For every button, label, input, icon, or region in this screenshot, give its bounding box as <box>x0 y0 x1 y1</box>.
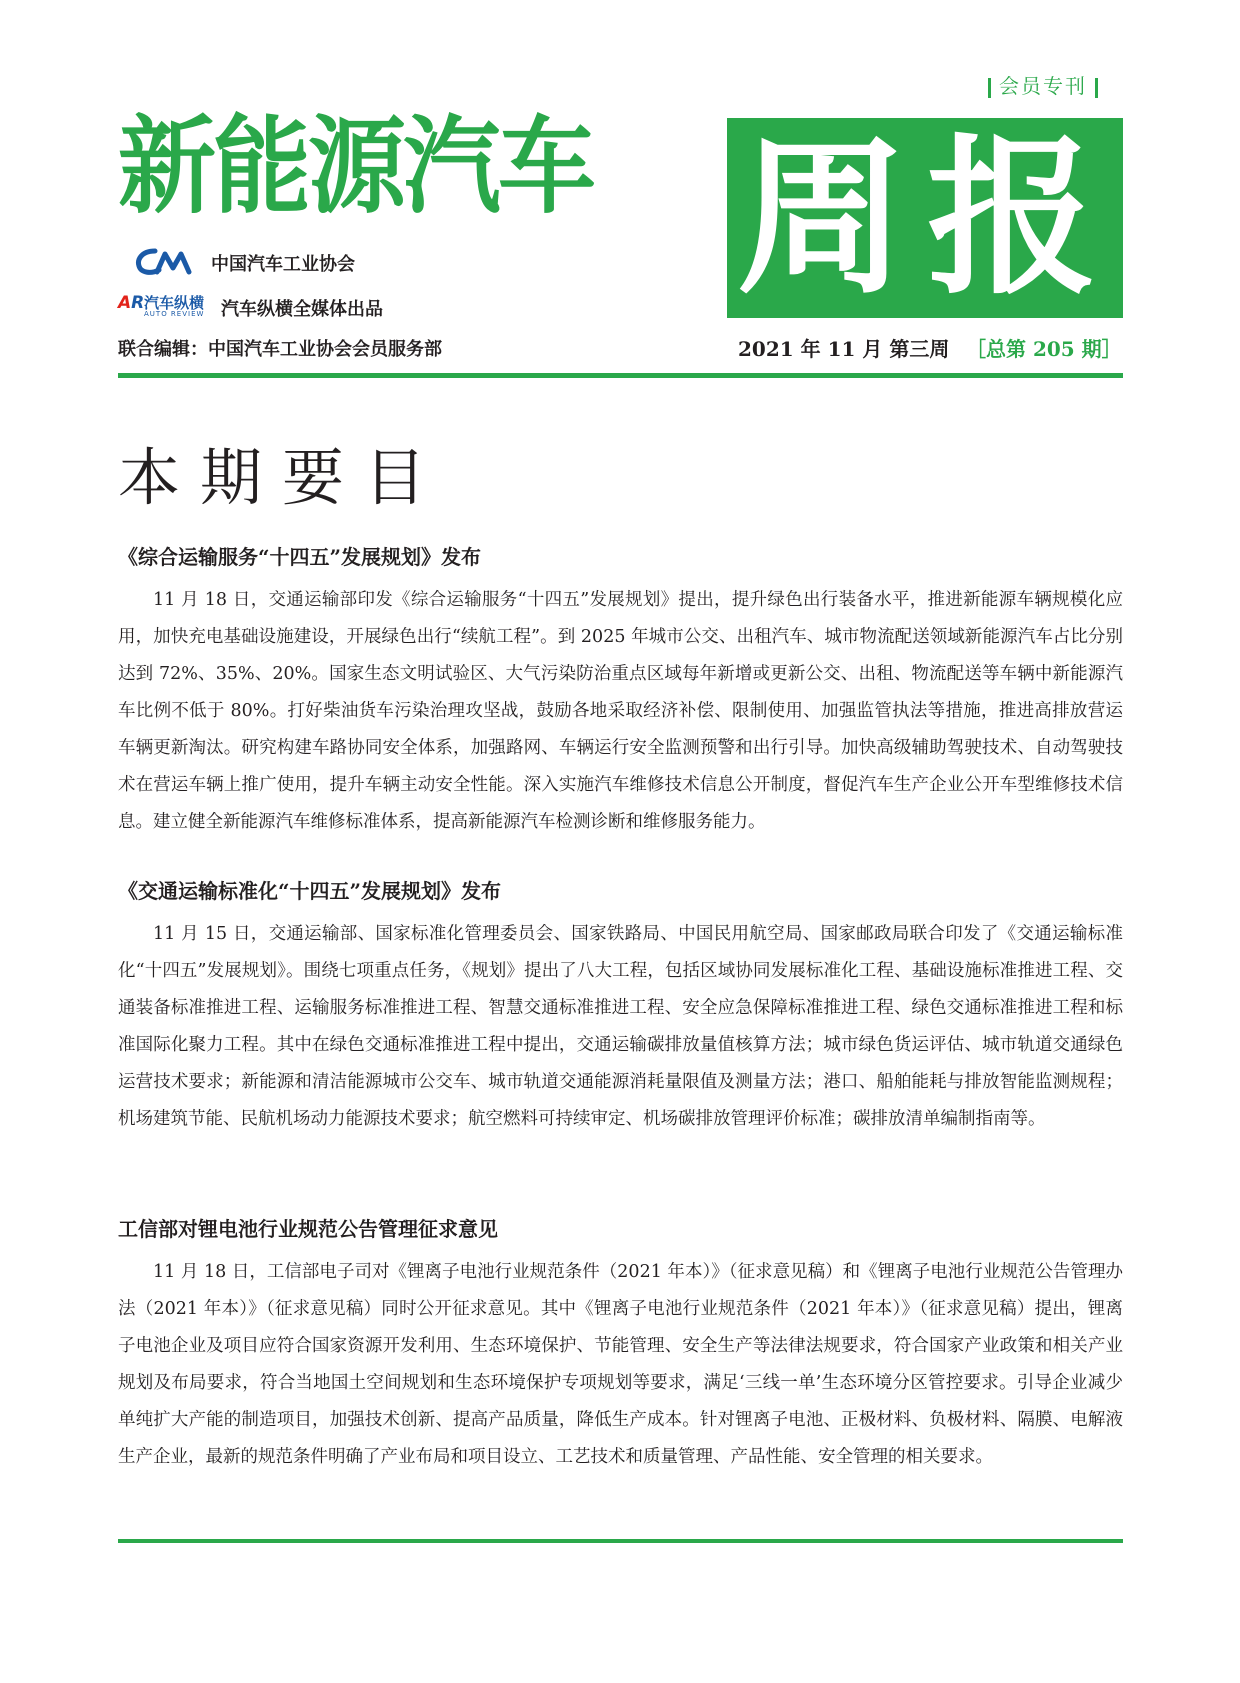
issue-date: 2021 年 11 月 第三周 <box>738 337 950 361</box>
article-3-body: 11 月 18 日，工信部电子司对《锂离子电池行业规范条件（2021 年本）》（征求意见稿）和《锂离子电池行业规范公告管理办法（2021 年本）》（征求意见稿）同时公开征求意见。其中《锂离子电池行业规范条件（2021 年本）》（征求意见稿）提出，锂离子电池企业及项目应符合国家资源开发利用、生态环境保护、节能管理、安全生产等法律法规要求，符合国家产业政策和相关产业规划及布局要求，符合当地国土空间规划和生态环境保护专项规划等要求，满足‘三线一单’生态环境分区管控要求。引导企业减少单纯扩大产能的制造项目，加强技术创新、提高产品质量，降低生产成本。针对锂离子电池、正极材料、负极材料、隔膜、电解液生产企业，最新的规范条件明确了产业布局和项目设立、工艺技术和质量管理、产品性能、安全管理的相关要求。 <box>118 1262 1123 1467</box>
auto-review-logo-cn: 汽车纵横 <box>144 294 205 312</box>
article-1 <box>118 544 1123 841</box>
org-caam: 中国汽车工业协会 <box>211 254 355 275</box>
article-2-body: 11 月 15 日，交通运输部、国家标准化管理委员会、国家铁路局、中国民用航空局、国家邮政局联合印发了《交通运输标准化“十四五”发展规划》。围绕七项重点任务，《规划》提出了八大工程，包括区域协同发展标准化工程、基础设施标准推进工程、交通装备标准推进工程、运输服务标准推进工程、智慧交通标准推进工程、安全应急保障标准推进工程、绿色交通标准推进工程和标准国际化聚力工程。其中在绿色交通标准推进工程中提出，交通运输碳排放量值核算方法；城市绿色货运评估、城市轨道交通绿色运营技术要求；新能源和清洁能源城市公交车、城市轨道交通能源消耗量限值及测量方法；港口、船舶能耗与排放智能监测规程；机场建筑节能、民航机场动力能源技术要求；航空燃料可持续审定、机场碳排放管理评价标准；碳排放清单编制指南等。 <box>118 924 1123 1129</box>
tag-divider-right <box>1095 78 1098 98</box>
weekly-char-zhou: 周 <box>737 120 908 318</box>
weekly-logo-block <box>727 118 1123 318</box>
auto-review-mark-icon: AR <box>118 293 145 313</box>
org-auto-review: 汽车纵横全媒体出品 <box>221 299 383 320</box>
weekly-char-bao: 报 <box>927 120 1098 318</box>
auto-review-logo-en: AUTO REVIEW <box>144 310 205 318</box>
publication-title: 新能源汽车 <box>118 105 594 229</box>
member-edition-tag <box>980 70 1106 99</box>
article-2-title: 《交通运输标准化“十四五”发展规划》发布 <box>118 879 502 903</box>
article-2 <box>118 878 1123 1138</box>
article-1-title: 《综合运输服务“十四五”发展规划》发布 <box>118 545 482 569</box>
footer-divider <box>118 1539 1123 1543</box>
article-3-title: 工信部对锂电池行业规范公告管理征求意见 <box>118 1217 498 1241</box>
member-edition-label: 会员专刊 <box>999 74 1087 98</box>
auto-review-logo <box>118 293 218 319</box>
article-3 <box>118 1216 1123 1476</box>
article-1-body: 11 月 18 日，交通运输部印发《综合运输服务“十四五”发展规划》提出，提升绿色出行装备水平，推进新能源车辆规模化应用，加快充电基础设施建设，开展绿色出行“续航工程”。到 2025 年城市公交、出租汽车、城市物流配送领域新能源汽车占比分别达到 72%、35%、20%。国家生态文明试验区、大气污染防治重点区域每年新增或更新公交、出租、物流配送等车辆中新能源汽车比例不低于 80%。打好柴油货车污染治理攻坚战，鼓励各地采取经济补偿、限制使用、加强监管执法等措施，推进高排放营运车辆更新淘汰。研究构建车路协同安全体系，加强路网、车辆运行安全监测预警和出行引导。加快高级辅助驾驶技术、自动驾驶技术在营运车辆上推广使用，提升车辆主动安全性能。深入实施汽车维修技术信息公开制度，督促汽车生产企业公开车型维修技术信息。建立健全新能源汽车维修标准体系，提高新能源汽车检测诊断和维修服务能力。 <box>118 590 1123 832</box>
tag-divider-left <box>988 78 991 98</box>
section-heading: 本期要目 <box>118 441 447 514</box>
issue-number: ［总第 205 期］ <box>966 337 1122 361</box>
co-editor-line: 联合编辑：中国汽车工业协会会员服务部 <box>118 339 442 360</box>
caam-logo-icon <box>135 248 197 276</box>
header-divider <box>118 373 1123 378</box>
